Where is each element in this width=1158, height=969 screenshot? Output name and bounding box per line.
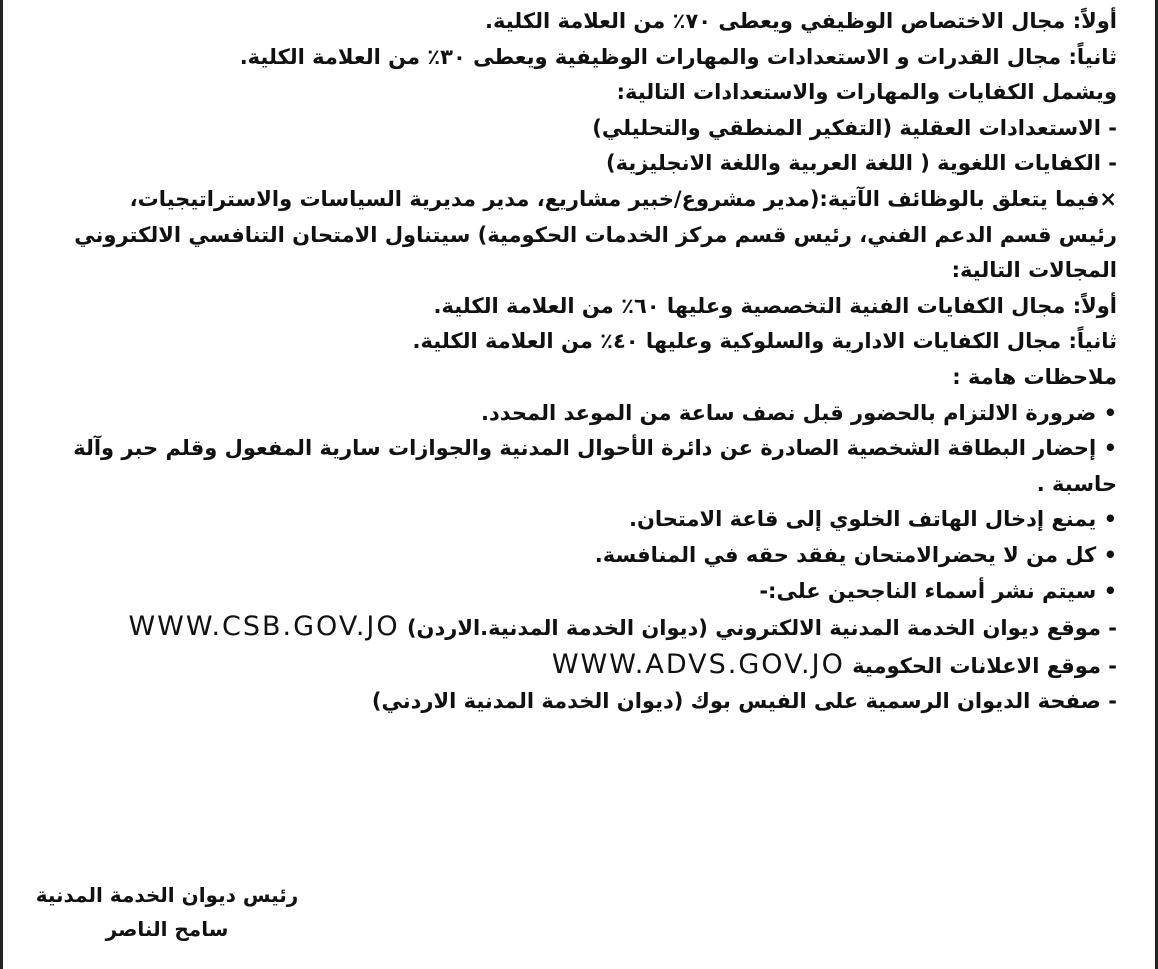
website-description: - موقع ديوان الخدمة المدنية الالكتروني (ديوان الخدمة المدنية.الاردن): [406, 616, 1117, 641]
note-item: • إحضار البطاقة الشخصية الصادرة عن دائرة الأحوال المدنية والجوازات سارية المفعول وقلم حبر وآلة: [73, 436, 1117, 461]
advs-website-link[interactable]: WWW.ADVS.GOV.JO: [551, 648, 845, 680]
website-line: [33, 647, 1117, 685]
text-line: ×فيما يتعلق بالوظائف الآتية:(مدير مشروع/خبير مشاريع، مدير مديرية السياسات والاستراتيجيات،: [129, 186, 1117, 211]
text-line: أولاً: مجال الكفايات الفنية التخصصية وعليها ٦٠٪ من العلامة الكلية.: [433, 293, 1117, 318]
text-line: - الاستعدادات العقلية (التفكير المنطقي والتحليلي): [592, 115, 1117, 140]
announcement-body: [33, 4, 1117, 720]
website-description: - موقع الاعلانات الحكومية: [852, 653, 1117, 678]
notes-heading: ملاحظات هامة :: [952, 364, 1117, 389]
website-line: [33, 609, 1117, 647]
signature-block: [27, 878, 307, 946]
note-item: • يمنع إدخال الهاتف الخلوي إلى قاعة الامتحان.: [628, 507, 1117, 532]
signature-name: سامح الناصر: [105, 917, 229, 941]
note-item: • كل من لا يحضرالامتحان يفقد حقه في المنافسة.: [594, 542, 1117, 567]
website-line: - صفحة الديوان الرسمية على الفيس بوك (ديوان الخدمة المدنية الاردني): [371, 689, 1117, 714]
text-line: ثانياً: مجال القدرات و الاستعدادات والمهارات الوظيفية ويعطى ٣٠٪ من العلامة الكلية.: [239, 44, 1117, 69]
text-line: ويشمل الكفايات والمهارات والاستعدادات التالية:: [616, 80, 1117, 105]
text-line: ثانياً: مجال الكفايات الادارية والسلوكية وعليها ٤٠٪ من العلامة الكلية.: [412, 329, 1117, 354]
signature-title: رئيس ديوان الخدمة المدنية: [35, 883, 299, 907]
text-line: رئيس قسم الدعم الفني، رئيس قسم مركز الخدمات الحكومية) سيتناول الامتحان التنافسي الالكتروني: [74, 222, 1117, 247]
text-line: أولاً: مجال الاختصاص الوظيفي ويعطى ٧٠٪ من العلامة الكلية.: [485, 9, 1117, 33]
note-item-continuation: حاسبة .: [1036, 471, 1117, 496]
text-line: المجالات التالية:: [951, 258, 1117, 283]
csb-website-link[interactable]: WWW.CSB.GOV.JO: [128, 611, 400, 643]
text-line: - الكفايات اللغوية ( اللغة العربية واللغة الانجليزية): [606, 151, 1117, 176]
note-item: • سيتم نشر أسماء الناجحين على:-: [759, 578, 1117, 603]
note-item: • ضرورة الالتزام بالحضور قبل نصف ساعة من الموعد المحدد.: [481, 400, 1117, 425]
